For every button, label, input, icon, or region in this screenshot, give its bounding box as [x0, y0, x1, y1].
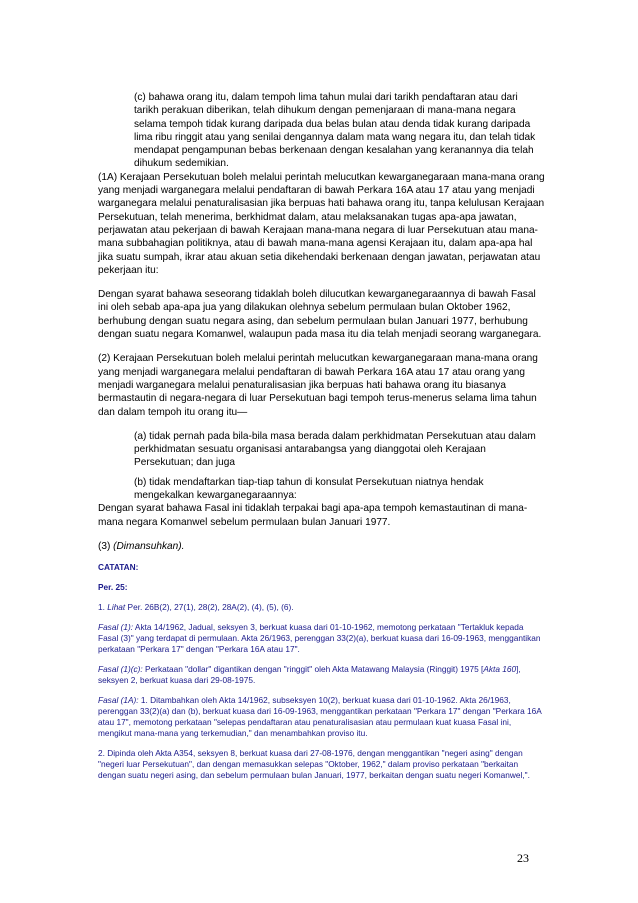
paragraph-3: [98, 540, 545, 553]
paragraph-2: (2) Kerajaan Persekutuan boleh melalui perintah melucutkan kewarganegaraan mana-mana orang yang menjadi warganegara melalui pendaftaran di bawah Perkara 16A atau 17 atau orang yang menjadi warganegara melalui penaturalisasian jika berpuas hati bahawa orang itu biasanya bermastautin di negara-negara di luar Persekutuan bagi tempoh terus-menerus selama lima tahun dan dalam tempoh itu orang itu—: [98, 353, 538, 418]
per-heading: Per. 25:: [98, 582, 128, 593]
proviso-1a: Dengan syarat bahawa seseorang tidaklah boleh dilucutkan kewarganegaraannya di bawah Fasal ini oleh sebab apa-apa jua yang dilakukan olehnya sebelum permulaan bulan Oktober 1962, berhubung dengan suatu negara asing, dan sebelum permulaan bulan Januari 1977, berhubung dengan suatu negara Komanwel, walaupun pada masa itu dia telah menjadi seorang warganegara.: [98, 289, 542, 341]
catatan-heading: CATATAN:: [98, 562, 139, 573]
paragraph-c: (c) bahawa orang itu, dalam tempoh lima tahun mulai dari tarikh pendaftaran atau dari tarikh perakuan diberikan, telah dihukum dengan pemenjaraan di mana-mana negara selama tempoh tidak kurang daripada dua belas bulan atau denda tidak kurang daripada lima ribu ringgit atau yang senilai dengannya dalam mata wang negara itu, dan telah tidak mendapat pengampunan bebas berkenaan dengan kesalahan yang keranannya dia telah dihukum sedemikian.: [134, 92, 536, 170]
note-1-number: 1.: [98, 602, 105, 613]
note-fasal-1c-akta: Akta 160: [483, 664, 517, 675]
note-1: [98, 602, 545, 613]
note-fasal-1c-text-2: ], seksyen 2, berkuat kuasa dari 29-08-1975.: [98, 664, 521, 686]
proviso-2: Dengan syarat bahawa Fasal ini tidaklah terpakai bagi apa-apa tempoh kemastautinan di mana-mana negara Komanwel sebelum permulaan bulan Januari 1977.: [98, 503, 528, 528]
note-1-lihat: Lihat: [107, 602, 126, 613]
note-fasal-1-label: Fasal (1):: [98, 622, 134, 633]
paragraph-3-text: (Dimansuhkan).: [113, 540, 185, 552]
paragraph-2a: (a) tidak pernah pada bila-bila masa berada dalam perkhidmatan Persekutuan atau dalam perkhidmatan sesuatu organisasi antarabangsa yang dianggotai oleh Kerajaan Persekutuan; dan juga: [134, 430, 536, 469]
note-fasal-1a-label: Fasal (1A):: [98, 695, 139, 706]
paragraph-3-number: (3): [98, 540, 111, 552]
note-1-text: Per. 26B(2), 27(1), 28(2), 28A(2), (4), (5), (6).: [127, 602, 294, 613]
paragraph-2b: (b) tidak mendaftarkan tiap-tiap tahun di konsulat Persekutuan niatnya hendak mengekalkan kewarganegaraannya:: [134, 476, 484, 502]
paragraph-1a: (1A) Kerajaan Persekutuan boleh melalui perintah melucutkan kewarganegaraan mana-mana orang yang menjadi warganegara melalui pendaftaran di bawah Perkara 16A atau 17 atau yang menjadi warganegara melalui penaturalisasian jika berpuas hati bahawa orang itu, tanpa kelulusan Kerajaan Persekutuan, telah menerima, berkhidmat dalam, atau melaksanakan tugas apa-apa jawatan, perjawatan atau pekerjaan di bawah Kerajaan mana-mana negara di luar Persekutuan atau mana-mana subbahagian politiknya, atau di bawah mana-mana agensi Kerajaan itu, dalam apa-apa hal jika suatu sumpah, ikrar atau akuan setia dikehendaki berkenaan dengan jawatan, perjawatan atau pekerjaan itu:: [98, 171, 545, 276]
page-number: 23: [517, 851, 529, 865]
note-fasal-1c: [98, 664, 545, 686]
note-fasal-1: [98, 622, 545, 655]
note-2: 2. Dipinda oleh Akta A354, seksyen 8, berkuat kuasa dari 27-08-1976, dengan menggantikan "negeri asing" dengan "negeri luar Persekutuan", dan dengan memasukkan selepas "Oktober, 1962," dalam proviso perkataan "berkaitan dengan suatu negeri asing, dan sebelum permulaan bulan Januari, 1977, berkaitan dengan suatu negeri Komanwel,".: [98, 748, 530, 781]
note-fasal-1a-text: 1. Ditambahkan oleh Akta 14/1962, subseksyen 10(2), berkuat kuasa dari 01-10-1962. Akta 26/1963, perenggan 33(2)(a) dan (b), berkuat kuasa dari 16-09-1963, menggantikan perkataan "Perkara 17" dengan "Perkara 16A atau 17", memotong perkataan "selepas pendaftaran atau penaturalisasian atau permulaan kuat kuasa Fasal ini, mengikut mana-mana yang terkemudian," dan menambahkan proviso itu.: [98, 695, 542, 739]
note-fasal-1-text: Akta 14/1962, Jadual, seksyen 3, berkuat kuasa dari 01-10-1962, memotong perkataan "Tertakluk kepada Fasal (3)" yang terdapat di permulaan. Akta 26/1963, perenggan 33(2)(a), berkuat kuasa dari 16-09-1963, menggantikan perkataan "Perkara 17" dengan "Perkara 16A atau 17".: [98, 622, 541, 655]
note-fasal-1c-text-1: Perkataan "dollar" digantikan dengan "ringgit" oleh Akta Matawang Malaysia (Ringgit) 1975 [: [145, 664, 484, 675]
note-fasal-1c-label: Fasal (1)(c):: [98, 664, 143, 675]
note-fasal-1a: [98, 695, 545, 739]
document-body: [98, 91, 545, 781]
